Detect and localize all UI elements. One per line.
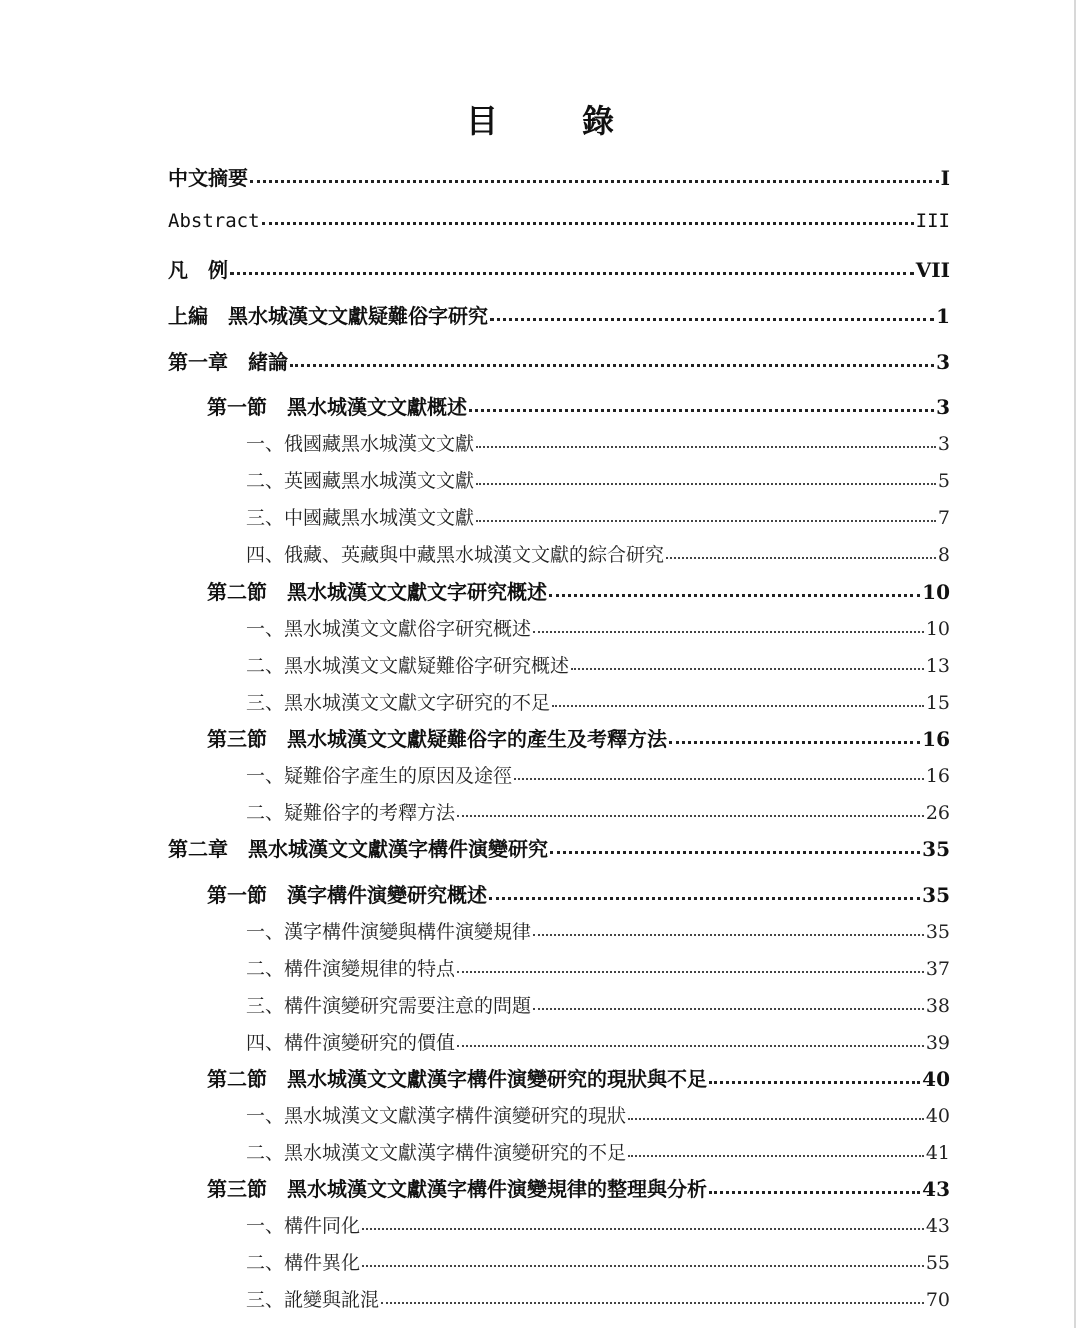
toc-entry-page-number: 41 xyxy=(925,1142,950,1164)
toc-entry-page-number: 43 xyxy=(925,1215,950,1237)
toc-entry xyxy=(168,300,950,329)
toc-entry-label: 三、構件演變研究需要注意的問題 xyxy=(246,995,532,1017)
dot-leader xyxy=(533,616,924,635)
toc-entry xyxy=(246,503,950,530)
toc-entry-label: 一、疑難俗字產生的原因及途徑 xyxy=(246,765,513,787)
toc-entry xyxy=(246,1248,950,1275)
toc-entry-page-number: 43 xyxy=(922,1177,950,1201)
dot-leader xyxy=(709,1176,920,1196)
dot-leader xyxy=(549,579,920,599)
toc-entry-label: 第二節 黑水城漢文文獻文字研究概述 xyxy=(207,580,547,604)
page-edge-line xyxy=(1074,0,1076,1328)
toc-entry-page-number: 35 xyxy=(925,921,950,943)
toc-entry xyxy=(246,429,950,456)
toc-entry xyxy=(246,614,950,641)
page-title: 目 錄 xyxy=(465,102,640,140)
toc-entry xyxy=(246,651,950,678)
dot-leader xyxy=(469,394,934,414)
toc-entry-page-number: 26 xyxy=(925,802,950,824)
dot-leader xyxy=(533,919,924,938)
toc-entry-page-number: 8 xyxy=(937,544,950,566)
dot-leader xyxy=(457,956,924,975)
toc-entry-page-number: I xyxy=(940,166,950,190)
toc-entry-label: 上編 黑水城漢文文獻疑難俗字研究 xyxy=(168,304,488,328)
toc-entry-page-number: 15 xyxy=(925,692,950,714)
dot-leader xyxy=(381,1287,924,1306)
toc-entry-label: 三、訛變與訛混 xyxy=(246,1289,380,1311)
toc-entry xyxy=(168,162,950,191)
toc-entry-page-number: 10 xyxy=(922,580,950,604)
toc-entry-label: 二、黑水城漢文文獻漢字構件演變研究的不足 xyxy=(246,1142,627,1164)
toc-entry-page-number: 38 xyxy=(925,995,950,1017)
toc-entry xyxy=(246,1138,950,1165)
toc-entry xyxy=(246,1211,950,1238)
toc-entry-page-number: 13 xyxy=(925,655,950,677)
toc-entry-page-number: 3 xyxy=(936,395,950,419)
toc-entry-label: 第一節 黑水城漢文文獻概述 xyxy=(207,395,467,419)
toc-entry-label: 一、黑水城漢文文獻漢字構件演變研究的現狀 xyxy=(246,1105,627,1127)
toc-entry-page-number: III xyxy=(915,210,950,232)
dot-leader xyxy=(490,303,934,323)
toc-entry-label: 第二節 黑水城漢文文獻漢字構件演變研究的現狀與不足 xyxy=(207,1067,707,1091)
dot-leader xyxy=(250,165,939,185)
dot-leader xyxy=(476,468,936,487)
toc-entry xyxy=(168,346,950,375)
toc-entry xyxy=(246,761,950,788)
toc-entry-page-number: 3 xyxy=(936,350,950,374)
toc-entry xyxy=(168,254,950,283)
toc-entry-label: 二、黑水城漢文文獻疑難俗字研究概述 xyxy=(246,655,570,677)
toc-entry-page-number: 3 xyxy=(937,433,950,455)
toc-entry-label: 一、構件同化 xyxy=(246,1215,361,1237)
toc-entry xyxy=(207,576,950,605)
toc-entry-label: Abstract xyxy=(168,210,260,232)
toc-entry xyxy=(207,1063,950,1092)
toc-entry xyxy=(246,688,950,715)
toc-entry xyxy=(207,1173,950,1202)
toc-entry xyxy=(246,1028,950,1055)
toc-entry xyxy=(207,391,950,420)
dot-leader xyxy=(290,349,934,369)
toc-entry-label: 中文摘要 xyxy=(168,166,248,190)
toc-entry-label: 一、黑水城漢文文獻俗字研究概述 xyxy=(246,618,532,640)
toc-entry-page-number: 5 xyxy=(937,470,950,492)
toc-entry-page-number: 7 xyxy=(937,507,950,529)
toc-entry-page-number: 55 xyxy=(925,1252,950,1274)
toc-entry-label: 一、漢字構件演變與構件演變規律 xyxy=(246,921,532,943)
toc-entry-label: 第一章 緒論 xyxy=(168,350,288,374)
toc-entry xyxy=(246,954,950,981)
toc-entry xyxy=(246,798,950,825)
toc-entry-label: 第三節 黑水城漢文文獻漢字構件演變規律的整理與分析 xyxy=(207,1177,707,1201)
toc-entry-label: 二、英國藏黑水城漢文文獻 xyxy=(246,470,475,492)
dot-leader xyxy=(362,1213,924,1232)
toc-entry-label: 一、俄國藏黑水城漢文文獻 xyxy=(246,433,475,455)
toc-entry-label: 凡 例 xyxy=(168,258,228,282)
toc-entry xyxy=(246,917,950,944)
dot-leader xyxy=(476,431,936,450)
toc-entry-page-number: 16 xyxy=(925,765,950,787)
toc-entry xyxy=(246,540,950,567)
toc-entry-page-number: 40 xyxy=(922,1067,950,1091)
toc-entry-label: 第三節 黑水城漢文文獻疑難俗字的產生及考釋方法 xyxy=(207,727,667,751)
toc-entry-label: 二、疑難俗字的考釋方法 xyxy=(246,802,456,824)
dot-leader xyxy=(362,1250,924,1269)
toc-entry xyxy=(207,879,950,908)
toc-entry-label: 二、構件異化 xyxy=(246,1252,361,1274)
toc-entry-page-number: 70 xyxy=(925,1289,950,1311)
dot-leader xyxy=(709,1066,920,1086)
dot-leader xyxy=(476,505,936,524)
toc-entry-label: 四、構件演變研究的價值 xyxy=(246,1032,456,1054)
toc-entry-page-number: 39 xyxy=(925,1032,950,1054)
toc-entry-page-number: 37 xyxy=(925,958,950,980)
dot-leader xyxy=(457,800,924,819)
toc-entry-label: 二、構件演變規律的特点 xyxy=(246,958,456,980)
toc-entry xyxy=(246,1101,950,1128)
dot-leader xyxy=(628,1103,924,1122)
toc-entry-page-number: 35 xyxy=(922,883,950,907)
dot-leader xyxy=(230,257,914,277)
toc-entry xyxy=(246,1285,950,1312)
dot-leader xyxy=(669,726,920,746)
dot-leader xyxy=(666,542,936,561)
toc-entry-label: 四、俄藏、英藏與中藏黑水城漢文文獻的綜合研究 xyxy=(246,544,665,566)
dot-leader xyxy=(628,1140,924,1159)
dot-leader xyxy=(457,1030,924,1049)
dot-leader xyxy=(533,993,924,1012)
toc-entry-page-number: 1 xyxy=(936,304,950,328)
toc-entry xyxy=(207,723,950,752)
toc-entry-page-number: 40 xyxy=(925,1105,950,1127)
toc-entry-page-number: 10 xyxy=(925,618,950,640)
toc-entry-page-number: 16 xyxy=(922,727,950,751)
toc-entry-label: 三、中國藏黑水城漢文文獻 xyxy=(246,507,475,529)
dot-leader xyxy=(262,208,914,227)
toc-entry-label: 第一節 漢字構件演變研究概述 xyxy=(207,883,487,907)
dot-leader xyxy=(489,882,920,902)
dot-leader xyxy=(550,836,920,856)
toc-entry xyxy=(246,991,950,1018)
toc-entry xyxy=(246,466,950,493)
toc-entry xyxy=(168,833,950,862)
toc-entry-page-number: VII xyxy=(915,258,950,282)
toc-entry-label: 三、黑水城漢文文獻文字研究的不足 xyxy=(246,692,551,714)
dot-leader xyxy=(571,653,924,672)
toc-entry-page-number: 35 xyxy=(922,837,950,861)
dot-leader xyxy=(514,763,924,782)
toc-entry-label: 第二章 黑水城漢文文獻漢字構件演變研究 xyxy=(168,837,548,861)
toc-entry xyxy=(168,208,950,232)
dot-leader xyxy=(552,690,924,709)
